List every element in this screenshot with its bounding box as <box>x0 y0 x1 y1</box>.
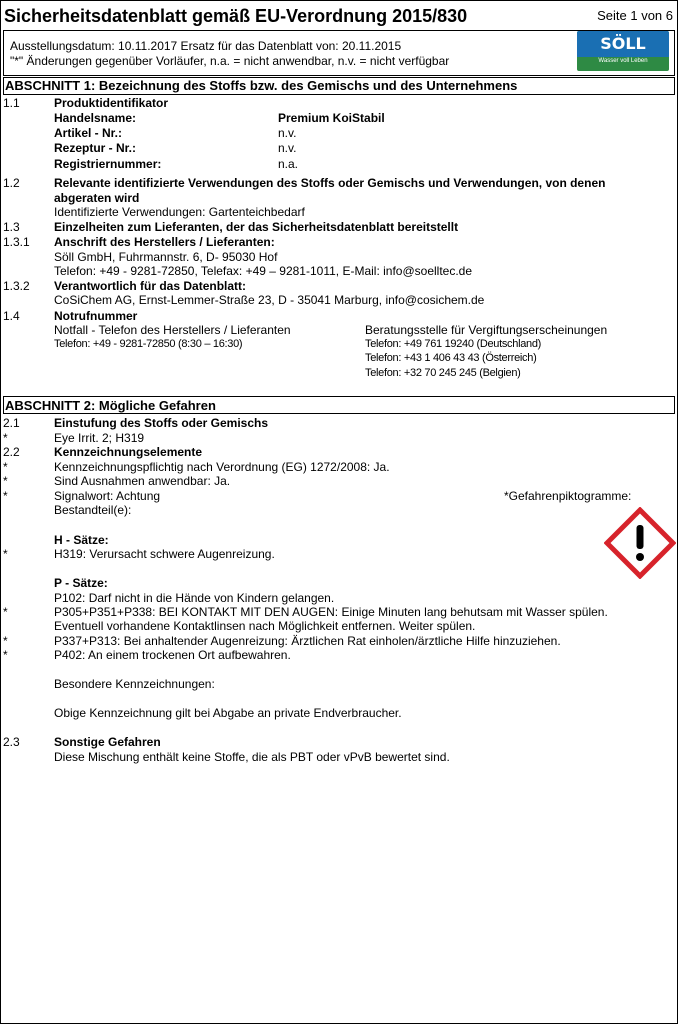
section-2-1-heading: Einstufung des Stoffs oder Gemischs <box>54 416 269 430</box>
pictogram-label: *Gefahrenpiktogramme: <box>504 489 632 503</box>
signal-word-line: Signalwort: Achtung <box>54 489 161 503</box>
section-1-4-heading: Notrufnummer <box>54 309 138 323</box>
p402-statement: P402: An einem trockenen Ort aufbewahren. <box>54 648 291 662</box>
classification-text: Eye Irrit. 2; H319 <box>54 431 145 445</box>
section-1-3-2-heading: Verantwortlich für das Datenblatt: <box>54 279 247 293</box>
poison-center-austria: Telefon: +43 1 406 43 43 (Österreich) <box>365 352 537 364</box>
section-2-3-number: 2.3 <box>3 735 20 749</box>
change-marker: * <box>3 474 8 488</box>
labelling-note: Obige Kennzeichnung gilt bei Abgabe an private Endverbraucher. <box>54 706 402 720</box>
poison-center-belgium: Telefon: +32 70 245 245 (Belgien) <box>365 367 521 379</box>
special-labelling: Besondere Kennzeichnungen: <box>54 677 215 691</box>
change-marker: * <box>3 634 8 648</box>
change-marker: * <box>3 648 8 662</box>
p305-statement: P305+P351+P338: BEI KONTAKT MIT DEN AUGEN: Einige Minuten lang behutsam mit Wasser spülen. <box>54 605 608 619</box>
page-number: Seite 1 von 6 <box>597 8 673 23</box>
changes-legend-line: "*" Änderungen gegenüber Vorläufer, n.a. = nicht anwendbar, n.v. = nicht verfügbar <box>10 54 450 68</box>
manufacturer-contact: Telefon: +49 - 9281-72850, Telefax: +49 – 9281-1011, E-Mail: info@soelltec.de <box>54 264 473 278</box>
section-2-1-number: 2.1 <box>3 416 20 430</box>
identified-uses: Identifizierte Verwendungen: Gartenteichbedarf <box>54 205 305 219</box>
h319-statement: H319: Verursacht schwere Augenreizung. <box>54 547 275 561</box>
emergency-manufacturer-title: Notfall - Telefon des Herstellers / Lieferanten <box>54 323 291 337</box>
emergency-manufacturer-phone: Telefon: +49 - 9281-72850 (8:30 – 16:30) <box>54 338 243 350</box>
registration-number-label: Registriernummer: <box>54 157 162 171</box>
section-1-1-number: 1.1 <box>3 96 20 110</box>
change-marker: * <box>3 460 8 474</box>
article-number-value: n.v. <box>278 126 297 140</box>
poison-center-title: Beratungsstelle für Vergiftungserscheinungen <box>365 323 608 337</box>
section-2-3-heading: Sonstige Gefahren <box>54 735 161 749</box>
logo-brand-text: SÖLL <box>600 34 646 53</box>
section-1-3-1-heading: Anschrift des Herstellers / Lieferanten: <box>54 235 275 249</box>
change-marker: * <box>3 489 8 503</box>
ghs07-exclamation-mark-icon <box>604 507 676 579</box>
other-hazards-text: Diese Mischung enthält keine Stoffe, die als PBT oder vPvB bewertet sind. <box>54 750 450 764</box>
responsible-party: CoSiChem AG, Ernst-Lemmer-Straße 23, D - 35041 Marburg, info@cosichem.de <box>54 293 485 307</box>
section-1-2-number: 1.2 <box>3 176 20 190</box>
poison-center-germany: Telefon: +49 761 19240 (Deutschland) <box>365 338 542 350</box>
section-2-2-heading: Kennzeichnungselemente <box>54 445 203 459</box>
p-statements-heading: P - Sätze: <box>54 576 108 590</box>
section-1-1-heading: Produktidentifikator <box>54 96 169 110</box>
section-1-4-number: 1.4 <box>3 309 20 323</box>
p305-statement-continued: Eventuell vorhandene Kontaktlinsen nach Möglichkeit entfernen. Weiter spülen. <box>54 619 476 633</box>
section-1-3-2-number: 1.3.2 <box>3 279 30 293</box>
section-1-2-heading-line1: Relevante identifizierte Verwendungen des Stoffs oder Gemischs und Verwendungen, von denen <box>54 176 606 190</box>
recipe-number-label: Rezeptur - Nr.: <box>54 141 137 155</box>
components-line: Bestandteil(e): <box>54 503 132 517</box>
section-1-3-number: 1.3 <box>3 220 20 234</box>
section-2-title: ABSCHNITT 2: Mögliche Gefahren <box>5 398 216 413</box>
soell-logo <box>577 31 669 71</box>
section-1-3-heading: Einzelheiten zum Lieferanten, der das Sicherheitsdatenblatt bereitstellt <box>54 220 459 234</box>
section-1-2-heading-line2: abgeraten wird <box>54 191 140 205</box>
article-number-label: Artikel - Nr.: <box>54 126 123 140</box>
logo-tagline: Wasser voll Leben <box>598 58 648 64</box>
document-title: Sicherheitsdatenblatt gemäß EU-Verordnung 2015/830 <box>4 6 468 26</box>
p102-statement: P102: Darf nicht in die Hände von Kindern gelangen. <box>54 591 335 605</box>
trade-name-label: Handelsname: <box>54 111 137 125</box>
manufacturer-address: Söll GmbH, Fuhrmannstr. 6, D- 95030 Hof <box>54 250 278 264</box>
issue-info-box <box>3 30 675 76</box>
change-marker: * <box>3 605 8 619</box>
trade-name-value: Premium KoiStabil <box>278 111 385 125</box>
change-marker: * <box>3 431 8 445</box>
change-marker: * <box>3 547 8 561</box>
issue-date-line: Ausstellungsdatum: 10.11.2017 Ersatz für das Datenblatt von: 20.11.2015 <box>10 39 402 53</box>
section-1-title: ABSCHNITT 1: Bezeichnung des Stoffs bzw. des Gemischs und des Unternehmens <box>5 78 518 93</box>
p337-statement: P337+P313: Bei anhaltender Augenreizung: Ärztlichen Rat einholen/ärztliche Hilfe hinzuziehen. <box>54 634 561 648</box>
recipe-number-value: n.v. <box>278 141 297 155</box>
h-statements-heading: H - Sätze: <box>54 533 109 547</box>
section-2-2-number: 2.2 <box>3 445 20 459</box>
labelling-required-line: Kennzeichnungspflichtig nach Verordnung (EG) 1272/2008: Ja. <box>54 460 390 474</box>
registration-number-value: n.a. <box>278 157 299 171</box>
section-1-3-1-number: 1.3.1 <box>3 235 30 249</box>
exceptions-line: Sind Ausnahmen anwendbar: Ja. <box>54 474 231 488</box>
